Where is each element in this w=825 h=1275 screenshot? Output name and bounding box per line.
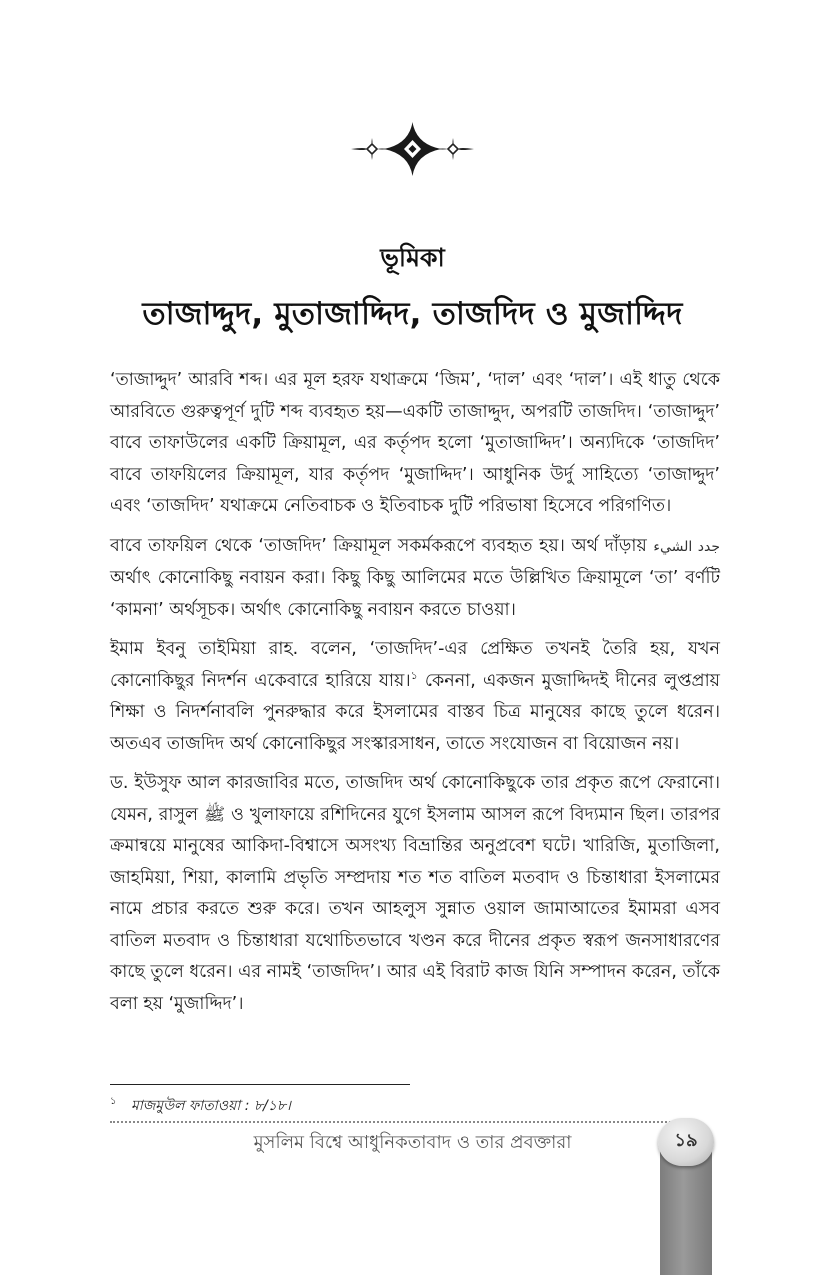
chapter-title: তাজাদ্দুদ, মুতাজাদ্দিদ, তাজদিদ ও মুজাদ্দিদ	[142, 296, 683, 332]
paragraph-2-text-b: অর্থাৎ কোনোকিছু নবায়ন করা। কিছু কিছু আলিমের মতে উল্লিখিত ক্রিয়ামূলে ‘তা’ বর্ণটি ‘কামনা’ অর্থসূচক। অর্থাৎ কোনোকিছু নবায়ন করতে চাওয়া।	[110, 568, 720, 620]
footnote-number: ১	[110, 1096, 117, 1108]
paragraph-3	[110, 634, 720, 760]
paragraph-1: ‘তাজাদ্দুদ’ আরবি শব্দ। এর মূল হরফ যথাক্রমে ‘জিম’, ‘দাল’ এবং ‘দাল’। এই ধাতু থেকে আরবিতে গুরুত্বপূর্ণ দুটি শব্দ ব্যবহৃত হয়—একটি তাজাদ্দুদ, অপরটি তাজদিদ। ‘তাজাদ্দুদ’ বাবে তাফাউলের একটি ক্রিয়ামূল, এর কর্তৃপদ হলো ‘মুতাজাদ্দিদ’। অন্যদিকে ‘তাজদিদ’ বাবে তাফয়িলের ক্রিয়ামূল, যার কর্তৃপদ ‘মুজাদ্দিদ’। আধুনিক উর্দু সাহিত্যে ‘তাজাদ্দুদ’ এবং ‘তাজদিদ’ যথাক্রমে নেতিবাচক ও ইতিবাচক দুটি পরিভাষা হিসেবে পরিগণিত।	[110, 370, 720, 516]
footer-divider	[110, 1121, 695, 1123]
star-ornament-icon	[345, 118, 480, 180]
paragraph-3-text-a: ইমাম ইবনু তাইমিয়া রাহ. বলেন, ‘তাজদিদ’-এর প্রেক্ষিত তখনই তৈরি হয়, যখন কোনোকিছুর নিদর্শন একেবারে হারিয়ে যায়।	[110, 639, 720, 691]
page-number: ১৯	[658, 1118, 714, 1166]
section-subtitle: ভূমিকা	[380, 243, 445, 272]
footnote-text: মাজমুউল ফাতাওয়া : ৮/১৮।	[130, 1098, 291, 1114]
arabic-phrase: جدد الشيء	[653, 538, 720, 555]
footnote	[110, 1094, 291, 1118]
footnote-divider	[110, 1084, 410, 1085]
paragraph-4: ড. ইউসুফ আল কারজাবির মতে, তাজদিদ অর্থ কোনোকিছুকে তার প্রকৃত রূপে ফেরানো। যেমন, রাসুল ﷺ ও খুলাফায়ে রশিদিনের যুগে ইসলাম আসল রূপে বিদ্যমান ছিল। তারপর ক্রমান্বয়ে মানুষের আকিদা-বিশ্বাসে অসংখ্য বিভ্রান্তির অনুপ্রবেশ ঘটে। খারিজি, মুতাজিলা, জাহমিয়া, শিয়া, কালামি প্রভৃতি সম্প্রদায় শত শত বাতিল মতবাদ ও চিন্তাধারা ইসলামের নামে প্রচার করতে শুরু করে। তখন আহলুস সুন্নাত ওয়াল জামাআতের ইমামরা এসব বাতিল মতবাদ ও চিন্তাধারা যথোচিতভাবে খণ্ডন করে দীনের প্রকৃত স্বরূপ জনসাধারণের কাছে তুলে ধরেন। এর নামই ‘তাজদিদ’। আর এই বিরাট কাজ যিনি সম্পাদন করেন, তাঁকে বলা হয় ‘মুজাদ্দিদ’।	[110, 773, 720, 1014]
footnote-reference[interactable]: ১	[410, 668, 418, 682]
paragraph-2-text-a: বাবে তাফয়িল থেকে ‘তাজদিদ’ ক্রিয়ামূল সকর্মকরূপে ব্যবহৃত হয়। অর্থ দাঁড়ায়	[110, 535, 647, 556]
paragraph-2	[110, 531, 720, 627]
paragraph-3-text-b: কেননা, একজন মুজাদ্দিদই দীনের লুপ্তপ্রায় শিক্ষা ও নিদর্শনাবলি পুনরুদ্ধার করে ইসলামের বাস্তব চিত্র মানুষের কাছে তুলে ধরেন। অতএব তাজদিদ অর্থ কোনোকিছুর সংস্কারসাধন, তাতে সংযোজন বা বিয়োজন নয়।	[110, 670, 720, 754]
running-footer-title: মুসলিম বিশ্বে আধুনিকতাবাদ ও তার প্রবক্তারা	[253, 1132, 572, 1153]
body-text	[110, 365, 720, 1028]
